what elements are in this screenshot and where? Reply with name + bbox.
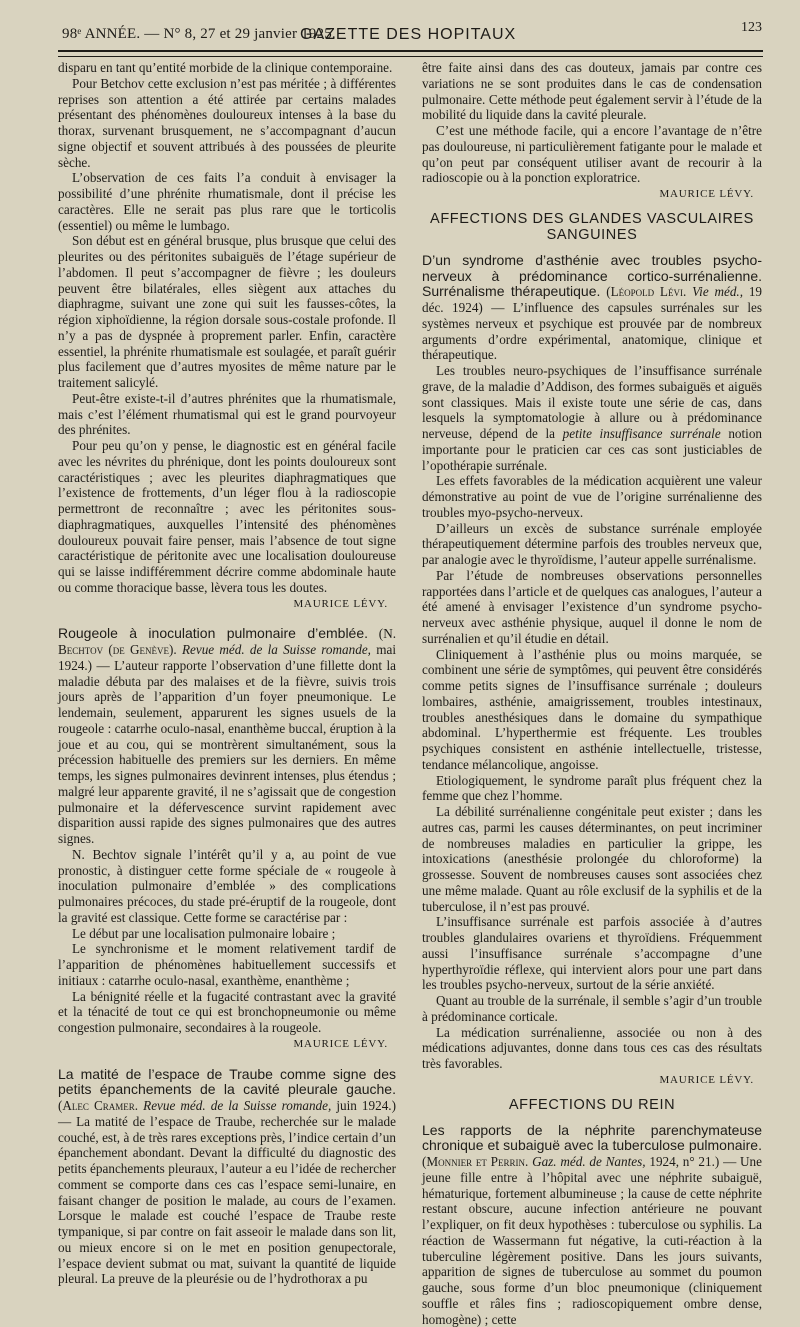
text-run: notion importante pour le praticien car ces cas sont justiciables de l’opothérapie surrénale. [422, 426, 762, 473]
section-heading-rein: AFFECTIONS DU REIN [422, 1097, 762, 1113]
paragraph [422, 363, 762, 473]
paragraph: Le début par une localisation pulmonaire lobaire ; [58, 926, 396, 942]
paragraph: Quant au trouble de la surrénale, il semble s’agir d’un trouble à prédominance corticale. [422, 993, 762, 1025]
paragraph: être faite ainsi dans des cas douteux, jamais par contre ces variations ne se sont produites dans le cas de condensation pulmonaire. Cette méthode peut également servir à l’étude de la mobilité du liquide dans la cavité pleurale. [422, 60, 762, 123]
paragraph: Son début est en général brusque, plus brusque que celui des pleurites ou des péritonites subaiguës de l’étage supérieur de l’abdomen. Il peut s’accompagner de fièvre ; les douleurs peuvent être bilatérales, elles siègent aux attaches du diaphragme, suivant une zone qui suit les fausses-côtes, la région xiphoïdienne, la région dorsale sous-costale profonde. Il n’y a pas de dyspnée à proprement parler. Enfin, caractère essentiel, la phrénite rhumatismale est soulagée, et paraît guérir plus facilement que d’autres myosites de même nature par le traitement salicylé. [58, 233, 396, 391]
emphasis-text: petite insuffisance surrénale [563, 426, 721, 441]
page-header [42, 14, 762, 54]
article-author: (N. Bechtov (de Genève). [58, 626, 396, 657]
article-body: juin 1924.) — La matité de l’espace de Traube, recherchée sur le malade couché, est, à de très rares exceptions près, l’indice certain d’un épanchement abondant. Devant la difficulté du diagnostic des petits épanchements pleuraux, l’auteur a eu l’idée de rechercher comment se comporte dans ces cas l’espace semi-lunaire, en faisant changer de position le malade, au cours de l’examen. Lorsque le malade est couché l’espace de Traube reste tympanique, si par contre on fait asseoir le malade dans son lit, ou mieux encore si on le met en position genupectorale, l’espace devient submat ou mat, suivant la quantité de liquide pleural. La preuve de la pleurésie ou de l’hydrothorax a pu [58, 1098, 396, 1286]
article-asthenie [422, 253, 762, 363]
paragraph: L’observation de ces faits l’a conduit à envisager la possibilité d’une phrénite rhumatismale, dont il précise les caractères. Elle ne serait pas plus rare que le torticolis (essentiel) ou même le lumbago. [58, 170, 396, 233]
article-title: Rougeole à inoculation pulmonaire d’emblée. [58, 625, 368, 641]
article-title: D’un syndrome d’asthénie avec troubles psycho-nerveux à prédominance cortico-surrénalienne. Surrénalisme thérapeutique. [422, 252, 762, 300]
paragraph: disparu en tant qu’entité morbide de la clinique contemporaine. [58, 60, 396, 76]
paragraph: C’est une méthode facile, qui a encore l’avantage de n’être pas douloureuse, ni particulièrement fatigante pour le malade et qu’on peut par conséquent utiliser avant de recourir à la radioscopie ou à la ponction exploratrice. [422, 123, 762, 186]
left-column [58, 60, 396, 1287]
article-reference: Vie méd., [692, 284, 743, 299]
article-body: 1924, n° 21.) — Une jeune fille entre à l’hôpital avec une néphrite subaiguë, hématurique, fortement albumineuse ; la cause de cette néphrite restant obscure, aucune infection antérieure ne pouvant l’expliquer, on fit deux hypothèses : tuberculose ou syphilis. La réaction de Wassermann fut négative, la cuti-réaction à la tuberculine légèrement positive. Dans les jours suivants, apparition de signes de tuberculose au sommet du poumon gauche, sous forme d’un bloc pneumonique (cliniquement souffle et râles fins ; radioscopiquement ombre dense, homogène) ; cette [422, 1154, 762, 1327]
issue-line: 98ᵉ ANNÉE. — N° 8, 27 et 29 janvier 1925. [62, 26, 336, 43]
paragraph: Les effets favorables de la médication acquièrent une valeur démonstrative au point de vue de l’origine surrénalienne des troubles myo-psycho-nerveux. [422, 473, 762, 520]
paragraph: Etiologiquement, le syndrome paraît plus fréquent chez la femme que chez l’homme. [422, 773, 762, 805]
article-reference: Gaz. méd. de Nantes, [532, 1154, 646, 1169]
article-reference: Revue méd. de la Suisse romande, [143, 1098, 331, 1113]
paragraph: Cliniquement à l’asthénie plus ou moins marquée, se combinent une série de symptômes, qui peuvent être considérés comme petits signes de l’insuffisance surrénale ; douleurs lombaires, asthénie, amaigrissement, troubles intestinaux, troubles anesthésiques dans le domaine du sympathique abdominal. L’hyperthermie est fréquente. Les troubles psychiques consistent en asthénie intellectuelle, tristesse, tendance mélancolique, angoisse. [422, 647, 762, 773]
paragraph: Par l’étude de nombreuses observations personnelles rapportées dans l’article et de quelques cas analogues, l’auteur a été amené à envisager l’existence d’un syndrome psycho-nerveux avec asthénie physique, auquel il donne le nom de surrénalien et qu’il étudie en détail. [422, 568, 762, 647]
article-author: (Alec Cramer. [58, 1098, 138, 1113]
paragraph: N. Bechtov signale l’intérêt qu’il y a, au point de vue pronostic, à distinguer cette forme spéciale de « rougeole à inoculation pulmonaire d’emblée » des complications pulmonaires précoces, du stade pré-éruptif de la rougeole, dont la gravité est classique. Cette forme se caractérise par : [58, 847, 396, 926]
paragraph: D’ailleurs un excès de substance surrénale employée thérapeutiquement détermine parfois des troubles nerveux que, par analogie avec le thyroïdisme, l’auteur appelle surrénalisme. [422, 521, 762, 568]
article-author: (Monnier et Perrin. [422, 1154, 528, 1169]
paragraph: L’insuffisance surrénale est parfois associée à d’autres troubles glandulaires ovariens et thyroïdiens. Fréquemment aussi l’insuffisance surrénale s’accompagne d’une hyperthyroïdie réflexe, qui intervient alors pour une part dans les troubles psycho-nerveux, surtout de la série anxiété. [422, 914, 762, 993]
page-number: 123 [741, 20, 762, 36]
section-heading-glandes: AFFECTIONS DES GLANDES VASCULAIRES SANGUINES [422, 211, 762, 243]
article-reference: Revue méd. de la Suisse romande, [182, 642, 371, 657]
paragraph: Peut-être existe-t-il d’autres phrénites que la rhumatismale, mais c’est l’élément rhumatismal qui est le grand pourvoyeur des phrénites. [58, 391, 396, 438]
paragraph: Pour Betchov cette exclusion n’est pas méritée ; à différentes reprises son attention a été attirée par certains malades présentant des phénomènes douloureux intenses à la base du thorax, survenant brusquement, ne s’accompagnant d’aucun signe objectif et souvent attribués à des poussées de pleurite sèche. [58, 76, 396, 171]
article-author: (Léopold Lévi. [606, 284, 686, 299]
article-body: mai 1924.) — L’auteur rapporte l’observation d’une fillette dont la maladie débuta par des malaises et de la fièvre, suivis trois jours après de l’apparition d’un foyer pneumonique. Le lendemain, seulement, apparurent les signes usuels de la rougeole : catarrhe oculo-nasal, enanthème buccal, éruption à la joue et au cou, qui se montrèrent simultanément, sous la précession habituelle des premiers sur les derniers. En même temps, les signes pulmonaires devinrent intenses, plus étendus ; malgré leur apparente gravité, il ne s’agissait que de congestion pulmonaire et la défervescence survint rapidement avec disparition aussi rapide des signes pulmonaires que des autres signes. [58, 642, 396, 846]
paragraph: La médication surrénalienne, associée ou non à des médications adjuvantes, donne dans tous ces cas des résultats très favorables. [422, 1025, 762, 1072]
journal-title: GAZETTE DES HOPITAUX [300, 26, 516, 44]
paragraph: Pour peu qu’on y pense, le diagnostic est en général facile avec les névrites du phrénique, dont les points douloureux sont caractéristiques ; avec les pleurites diaphragmatiques que l’existence de frottements, d’un léger flou à la radioscopie permettront de reconnaître ; avec les péritonites sous-diaphragmatiques, auxquelles l’intensité des phénomènes douloureux pouvait faire penser, mais l’absence de tout signe caractéristique de péritonite avec une localisation douloureuse qui se laisse indifféremment décrire comme abdominale haute ou comme thoracique basse, lèvera tous les doutes. [58, 438, 396, 596]
author-signature: MAURICE LÉVY. [422, 187, 754, 203]
author-signature: MAURICE LÉVY. [422, 1073, 754, 1089]
text-run: Les troubles neuro-psychiques de l’insuffisance surrénale grave, de la maladie d’Addison, des formes subaiguës et aiguës sont classiques. Mais il existe toute une série de cas, dans lesquels la symptomatologie à allure ou à prédominance nerveuse, dépend de la [422, 363, 762, 441]
author-signature: MAURICE LÉVY. [58, 1037, 388, 1053]
article-nephrite [422, 1123, 762, 1327]
paragraph: La débilité surrénalienne congénitale peut exister ; dans les autres cas, parmi les causes déterminantes, on peut incriminer de nombreuses maladies en particulier la grippe, les intoxications (anesthésie prolongée du chloroforme) la grossesse. Souvent de nombreuses causes sont associées chez une même malade. Quant au rôle exclusif de la syphilis et de la tuberculose, il n’est pas prouvé. [422, 804, 762, 914]
author-signature: MAURICE LÉVY. [58, 597, 388, 613]
paragraph: La bénignité réelle et la fugacité contrastant avec la gravité et la ténacité de tout ce qui est bronchopneumonie ou même congestion pulmonaire, secondaires à la rougeole. [58, 989, 396, 1036]
paragraph: Le synchronisme et le moment relativement tardif de l’apparition de phénomènes habituellement successifs et initiaux : catarrhe oculo-nasal, exanthème, enanthème ; [58, 941, 396, 988]
right-column [422, 60, 762, 1327]
header-rule [58, 50, 763, 57]
article-title: Les rapports de la néphrite parenchymateuse chronique et subaiguë avec la tuberculose pulmonaire. [422, 1122, 762, 1154]
article-traube [58, 1067, 396, 1288]
article-title: La matité de l’espace de Traube comme signe des petits épanchements de la cavité pleurale gauche. [58, 1066, 396, 1098]
article-rougeole [58, 626, 396, 847]
article-body: 19 déc. 1924) — L’influence des capsules surrénales sur les systèmes nerveux et psychique est prouvée par de nombreux arguments d’ordre expérimental, anatomique, clinique et thérapeutique. [422, 284, 762, 362]
